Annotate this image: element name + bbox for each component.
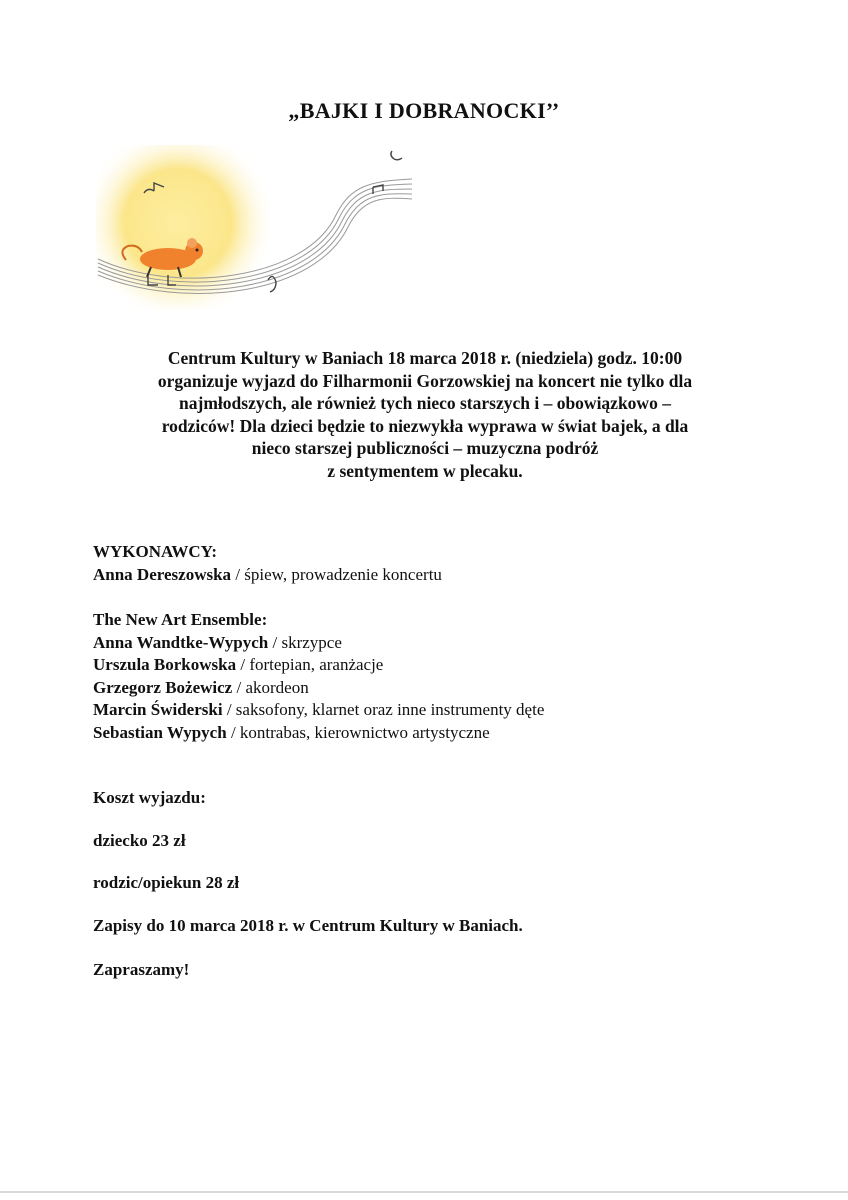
document-title: „BAJKI I DOBRANOCKI’’ [288, 98, 560, 123]
intro-line: organizuje wyjazd do Filharmonii Gorzowskiej na koncert nie tylko dla [157, 370, 693, 391]
mouse-on-music-staff-illustration [96, 145, 426, 310]
ensemble-member [93, 632, 773, 655]
ensemble-member [93, 699, 773, 722]
member-role: / skrzypce [268, 632, 342, 652]
performers-section [93, 541, 773, 586]
performer-name: Anna Dereszowska [93, 564, 232, 584]
cost-child: dziecko 23 zł [93, 831, 186, 850]
intro-line: najmłodszych, ale również tych nieco starszych i – obowiązkowo – [179, 393, 671, 413]
cost-heading: Koszt wyjazdu: [93, 788, 206, 807]
performer-line [93, 564, 773, 587]
cost-parent: rodzic/opiekun 28 zł [93, 873, 240, 892]
intro-line: rodziców! Dla dzieci będzie to niezwykła wyprawa w świat bajek, a dla [161, 415, 689, 436]
intro-line: z sentymentem w plecaku. [327, 460, 523, 481]
event-description [80, 347, 770, 482]
ensemble-section [93, 609, 773, 744]
performers-heading: WYKONAWCY: [93, 542, 218, 561]
member-name: Marcin Świderski [93, 700, 223, 719]
member-role: / saksofony, klarnet oraz inne instrumenty dęte [222, 700, 545, 719]
registration-info: Zapisy do 10 marca 2018 r. w Centrum Kultury w Baniach. [93, 916, 523, 935]
member-name: Sebastian Wypych [93, 722, 227, 742]
performer-role: / śpiew, prowadzenie koncertu [231, 564, 442, 584]
member-role: / akordeon [232, 677, 309, 697]
ensemble-heading: The New Art Ensemble: [93, 610, 268, 629]
ensemble-member [93, 654, 773, 677]
ensemble-member [93, 722, 773, 745]
member-name: Urszula Borkowska [93, 655, 237, 674]
member-role: / kontrabas, kierownictwo artystyczne [226, 722, 490, 742]
member-name: Grzegorz Bożewicz [93, 677, 233, 697]
intro-line: nieco starszej publiczności – muzyczna podróż [251, 438, 599, 458]
page-bottom-edge [0, 1191, 848, 1193]
member-name: Anna Wandtke-Wypych [93, 632, 269, 652]
ensemble-member [93, 677, 773, 700]
closing-invitation: Zapraszamy! [93, 960, 190, 979]
member-role: / fortepian, aranżacje [236, 655, 384, 674]
intro-line: Centrum Kultury w Baniach 18 marca 2018 r. (niedziela) godz. 10:00 [167, 348, 683, 368]
